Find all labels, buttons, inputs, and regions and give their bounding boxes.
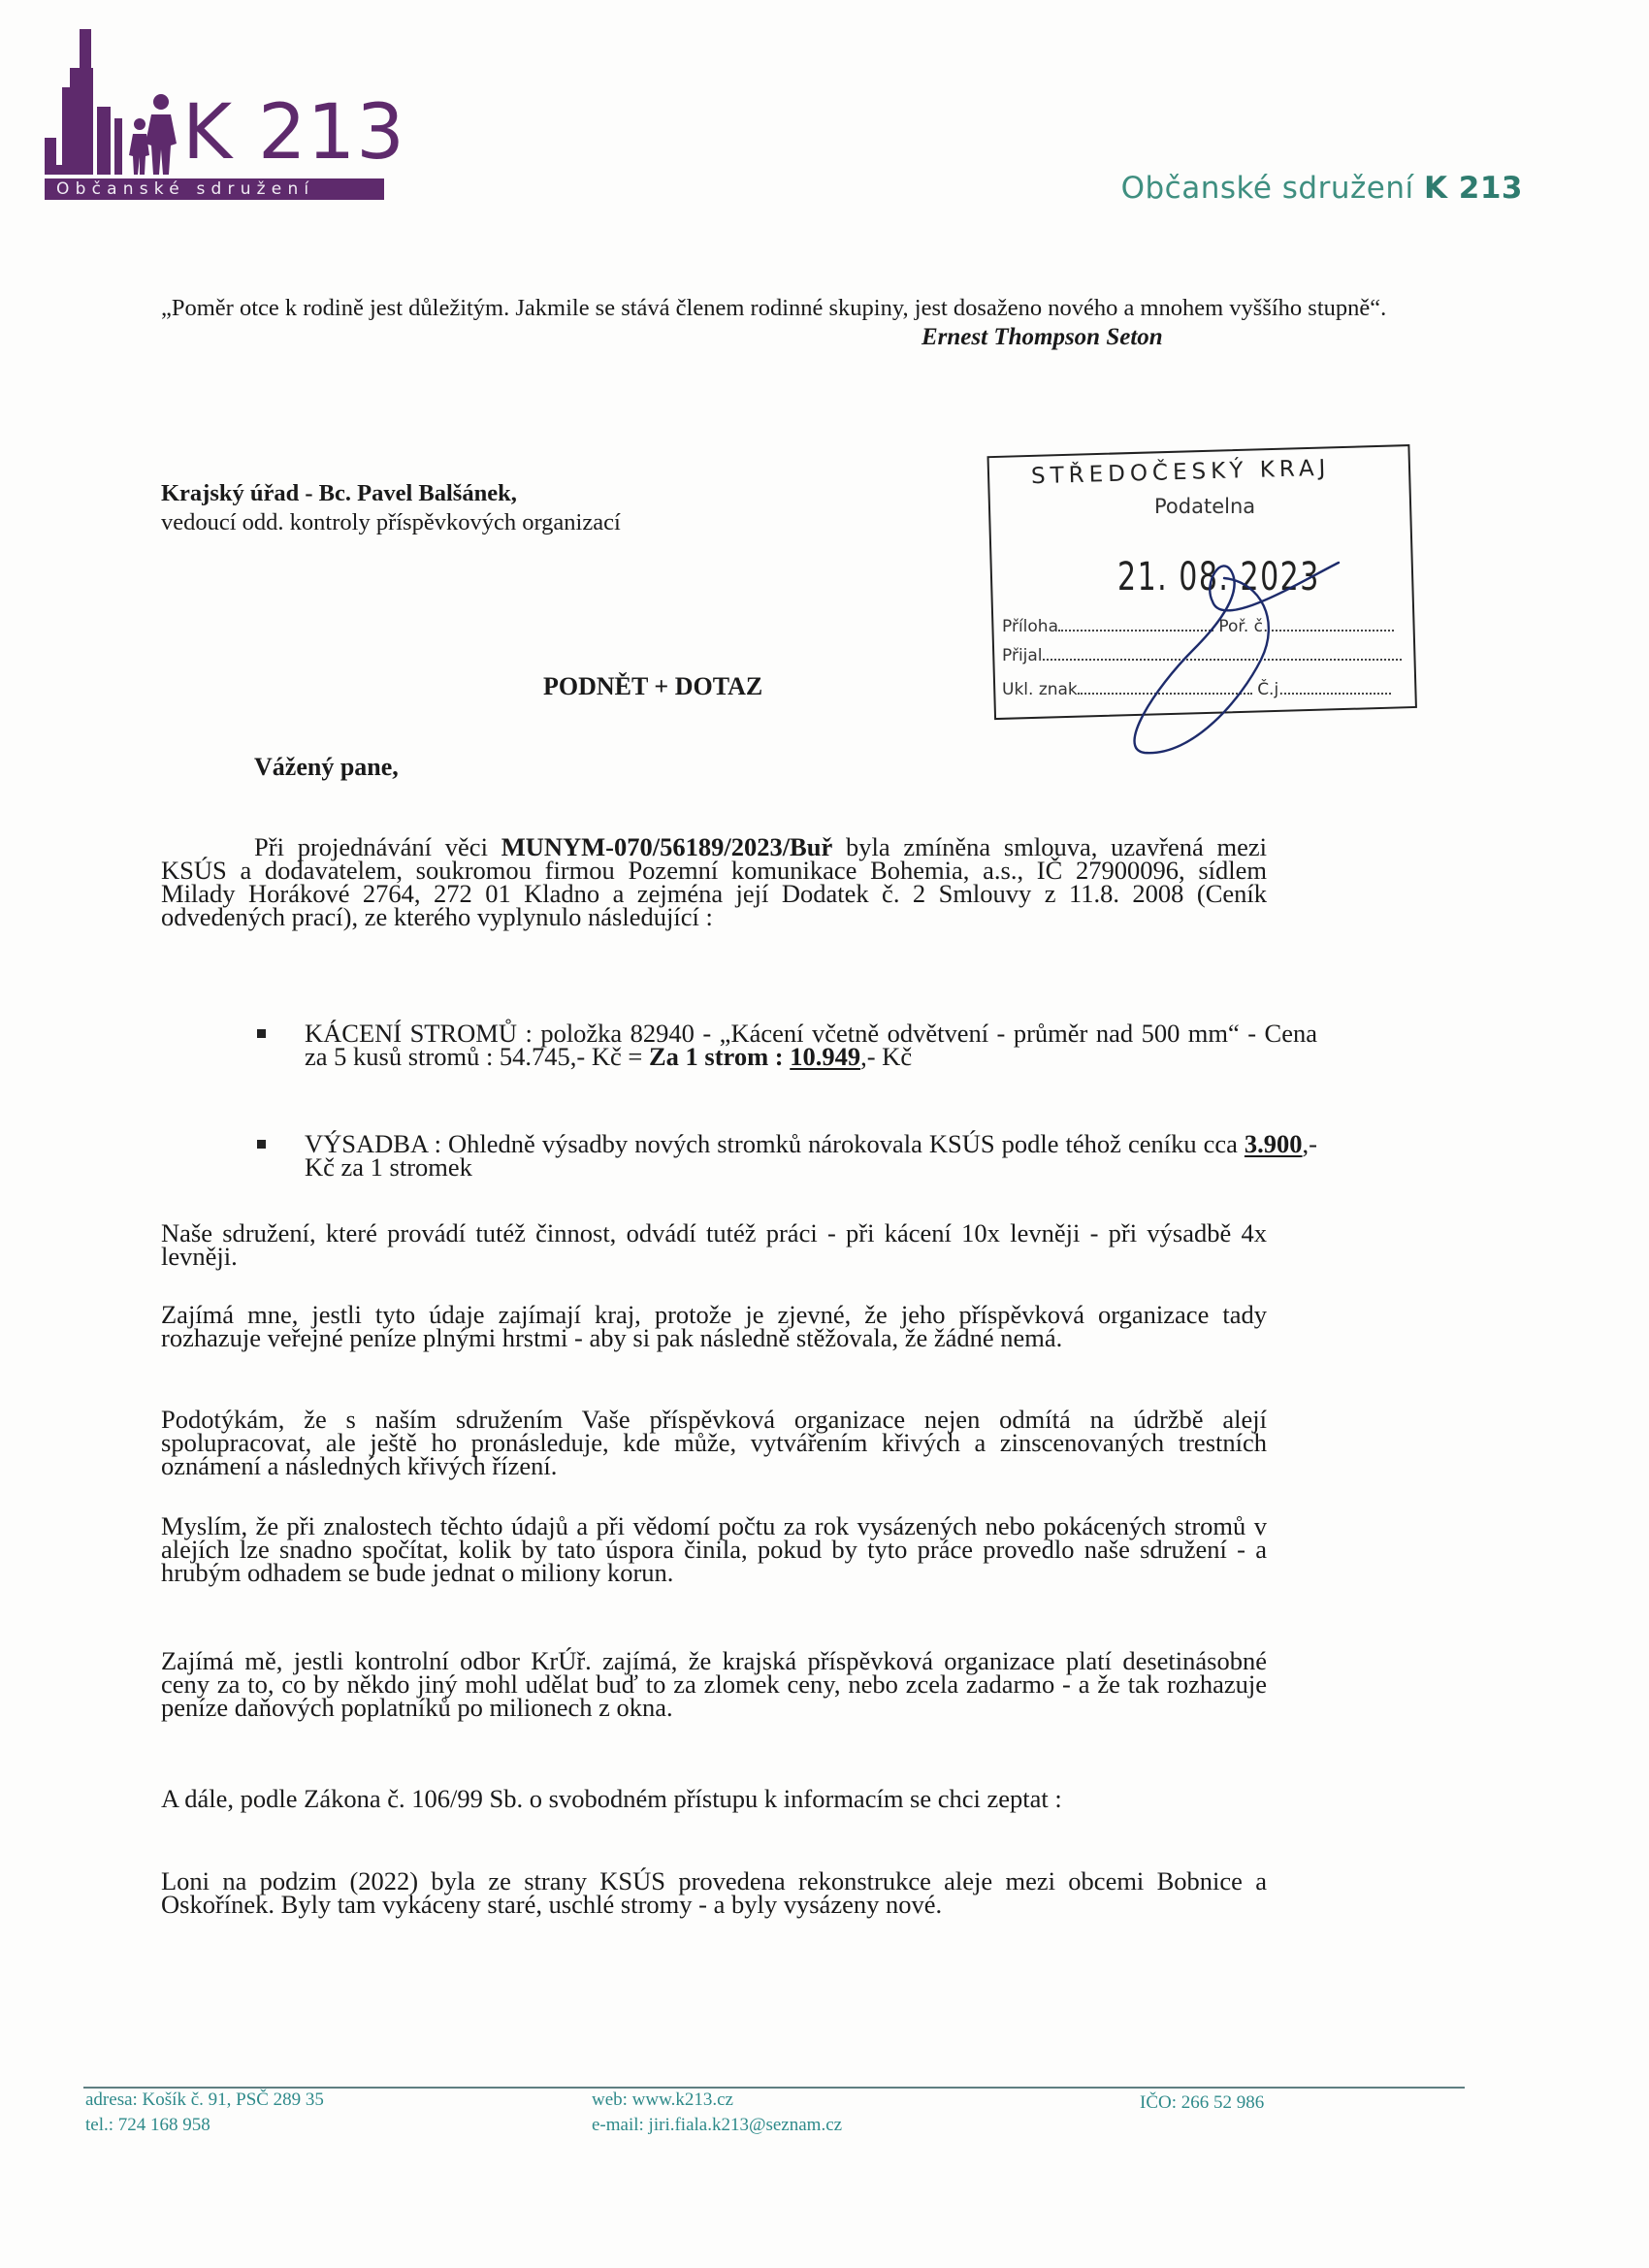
org-title-prefix: Občanské sdružení xyxy=(1120,171,1414,206)
body-paragraph: Loni na podzim (2022) byla ze strany KSÚS provedena rekonstrukce aleje mezi obcemi Bobnice a Oskořínek. Byly tam vykáceny staré, uschlé stromy - a byly vysázeny nové. xyxy=(161,1866,1267,1919)
stamp-date: 21. 08. 2023 xyxy=(1117,555,1320,599)
stamp-ref-label: Č.j. xyxy=(1257,680,1284,699)
case-number: MUNYM-070/56189/2023/Buř xyxy=(501,832,833,861)
letter-subject: PODNĚT + DOTAZ xyxy=(543,672,763,700)
body-paragraph: A dále, podle Zákona č. 106/99 Sb. o svobodném přístupu k informacím se chci zeptat : xyxy=(161,1784,1062,1813)
body-paragraph: Podotýkám, že s naším sdružením Vaše příspěvková organizace nejen odmítá na údržbě alejí spolupracovat, ale ještě ho pronásleduje, kde může, vytvářením křivých a zinscenovaných trestních oznámení a následných křivých řízení. xyxy=(161,1405,1267,1480)
bullet-square-icon xyxy=(257,1029,266,1038)
body-paragraph: Naše sdružení, které provádí tutéž činnost, odvádí tutéž práci - při kácení 10x levněji - při výsadbě 4x levněji. xyxy=(161,1218,1267,1271)
stamp-received-label: Přijal xyxy=(1002,646,1043,665)
motto-author: Ernest Thompson Seton xyxy=(922,324,1163,350)
recipient-position: vedoucí odd. kontroly příspěvkových organizací xyxy=(161,509,621,535)
recipient-block xyxy=(161,479,621,537)
bullet-bold: Za 1 strom : xyxy=(648,1042,791,1071)
bullet-item xyxy=(254,1129,1317,1182)
logo-subtitle: Občanské sdružení xyxy=(56,179,315,199)
stamp-filing-label: Ukl. znak xyxy=(1002,680,1078,699)
salutation: Vážený pane, xyxy=(254,753,399,781)
bullet-item xyxy=(254,1019,1317,1071)
footer-phone: tel.: 724 168 958 xyxy=(85,2115,210,2135)
intro-text-end: byla zmíněna smlouva, uzavřená mezi KSÚS a dodavatelem, soukromou firmou Pozemní komunikace Bohemia, a.s., IČ 27900096, sídlem Milady Horákové 2764, 272 01 Kladno a zejména její Dodatek č. 2 Smlouvy z 11.8. 2008 (Ceník odvedených prací), ze kterého vyplynulo následující : xyxy=(161,832,1267,931)
motto-quote: „Poměr otce k rodině jest důležitým. Jakmile se stává členem rodinné skupiny, jest dosaženo nového a mnohem vyššího stupně“. xyxy=(161,295,1387,321)
footer-ico: IČO: 266 52 986 xyxy=(1140,2092,1265,2113)
footer-email[interactable]: e-mail: jiri.fiala.k213@seznam.cz xyxy=(592,2115,843,2135)
footer-contact xyxy=(85,2088,324,2138)
body-paragraph: Zajímá mne, jestli tyto údaje zajímají kraj, protože je zjevné, že jeho příspěvková organizace tady rozhazuje veřejné peníze plnými hrstmi - aby si pak následně stěžovala, že žádné nemá. xyxy=(161,1300,1267,1352)
bullet-text: KÁCENÍ STROMŮ : položka 82940 - „Kácení včetně odvětvení - průměr nad 500 mm“ - Cena za 5 kusů stromů : 54.745,- Kč = xyxy=(305,1019,1317,1071)
intro-paragraph xyxy=(161,832,1267,931)
handwritten-signature xyxy=(1116,543,1348,776)
body-paragraph: Myslím, že při znalostech těchto údajů a při vědomí počtu za rok vysázených nebo pokácených stromů v alejích lze snadno spočítat, kolik by tato úspora činila, pokud by tyto práce provedlo naše sdružení - a hrubým odhadem se bude jednat o miliony korun. xyxy=(161,1511,1267,1587)
footer-address: adresa: Košík č. 91, PSČ 289 35 xyxy=(85,2090,324,2110)
bullet-text-end: ,- Kč xyxy=(860,1042,913,1071)
intro-text-start: Při projednávání věci xyxy=(254,832,501,861)
bullet-square-icon xyxy=(257,1140,266,1149)
bullet-amount: 3.900 xyxy=(1244,1129,1303,1158)
footer-web[interactable]: web: www.k213.cz xyxy=(592,2090,733,2110)
stamp-title: STŘEDOČESKÝ KRAJ xyxy=(1030,455,1331,490)
org-title-code: K 213 xyxy=(1423,171,1523,206)
body-paragraph: Zajímá mě, jestli kontrolní odbor KrÚř. zajímá, že krajská příspěvková organizace platí desetinásobné ceny za to, co by někdo jiný mohl udělat buď to za zlomek ceny, nebo zcela zadarmo - a že tak rozhazuje peníze daňových poplatníků po milionech z okna. xyxy=(161,1646,1267,1722)
stamp-subtitle: Podatelna xyxy=(1154,495,1256,518)
stamp-attachment-label: Příloha xyxy=(1002,617,1058,636)
logo-name: K 213 xyxy=(182,89,405,177)
recipient-name: Krajský úřad - Bc. Pavel Balšánek, xyxy=(161,480,517,506)
bullet-text: VÝSADBA : Ohledně výsadby nových stromků nárokovala KSÚS podle téhož ceníku cca xyxy=(305,1129,1245,1158)
bullet-amount: 10.949 xyxy=(790,1042,861,1071)
footer-online xyxy=(592,2088,842,2138)
org-title xyxy=(1121,171,1523,206)
stamp-order-label: Poř. č. xyxy=(1218,617,1269,636)
bullet-text-end: ,- Kč za 1 stromek xyxy=(305,1129,1317,1182)
